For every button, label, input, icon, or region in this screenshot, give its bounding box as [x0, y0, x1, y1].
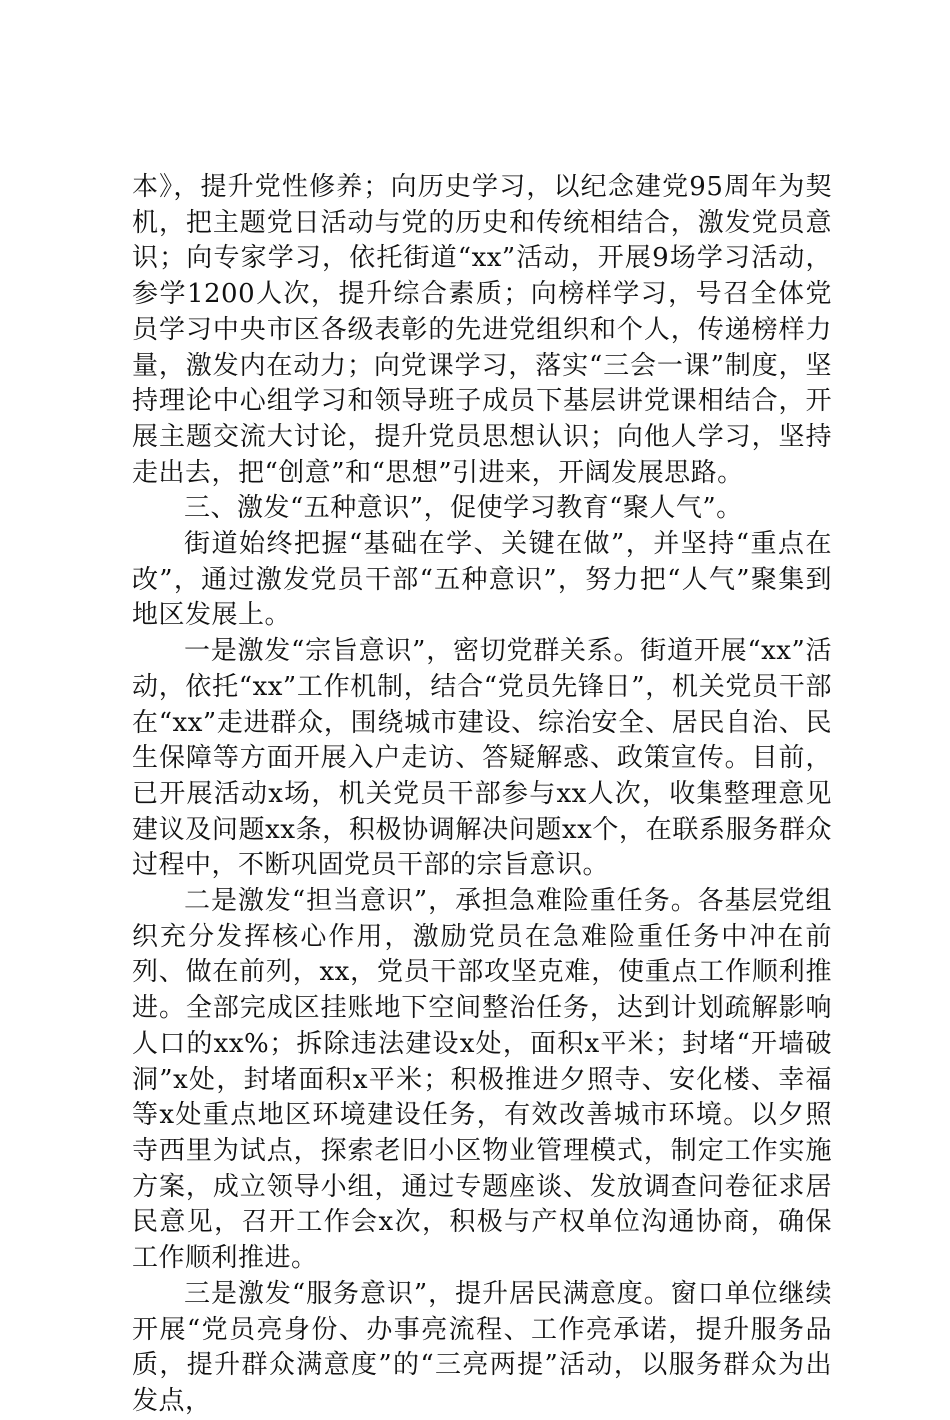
paragraph: 一是激发“宗旨意识”，密切党群关系。街道开展“xx”活动，依托“xx”工作机制，结合“党员先锋日”，机关党员干部在“xx”走进群众，围绕城市建设、综治安全、居民自治、民生保障等方面开展入户走访、答疑解惑、政策宣传。目前，已开展活动x场，机关党员干部参与xx人次，收集整理意见建议及问题xx条，积极协调解决问题xx个，在联系服务群众过程中，不断巩固党员干部的宗旨意识。	[132, 636, 832, 881]
paragraph: 三是激发“服务意识”，提升居民满意度。窗口单位继续开展“党员亮身份、办事亮流程、工作亮承诺，提升服务品质，提升群众满意度”的“三亮两提”活动，以服务群众为出发点，	[132, 1278, 832, 1416]
section-heading: 三、激发“五种意识”，促使学习教育“聚人气”。	[184, 493, 743, 524]
paragraph-continuation: 本》，提升党性修养；向历史学习，以纪念建党95周年为契机，把主题党日活动与党的历史和传统相结合，激发党员意识；向专家学习，依托街道“xx”活动，开展9场学习活动，参学1200人次，提升综合素质；向榜样学习，号召全体党员学习中央市区各级表彰的先进党组织和个人，传递榜样力量，激发内在动力；向党课学习，落实“三会一课”制度，坚持理论中心组学习和领导班子成员下基层讲党课相结合，开展主题交流大讨论，提升党员思想认识；向他人学习，坚持走出去，把“创意”和“思想”引进来，开阔发展思路。	[132, 172, 832, 488]
document-body	[132, 170, 832, 1420]
paragraph: 街道始终把握“基础在学、关键在做”，并坚持“重点在改”，通过激发党员干部“五种意识”，努力把“人气”聚集到地区发展上。	[132, 529, 832, 631]
paragraph: 二是激发“担当意识”，承担急难险重任务。各基层党组织充分发挥核心作用，激励党员在急难险重任务中冲在前列、做在前列，xx，党员干部攻坚克难，使重点工作顺利推进。全部完成区挂账地下空间整治任务，达到计划疏解影响人口的xx%；拆除违法建设x处，面积x平米；封堵“开墙破洞”x处，封堵面积x平米；积极推进夕照寺、安化楼、幸福等x处重点地区环境建设任务，有效改善城市环境。以夕照寺西里为试点，探索老旧小区物业管理模式，制定工作实施方案，成立领导小组，通过专题座谈、发放调查问卷征求居民意见，召开工作会x次，积极与产权单位沟通协商，确保工作顺利推进。	[132, 886, 832, 1274]
